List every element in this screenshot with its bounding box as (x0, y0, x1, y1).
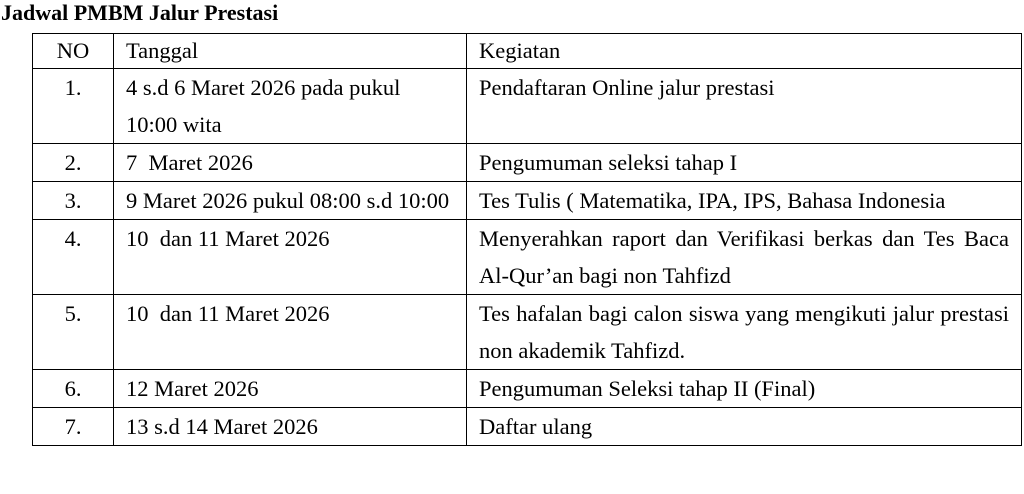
row-activity: Pengumuman Seleksi tahap II (Final) (467, 370, 1022, 408)
row-date-text: 7 Maret 2026 (126, 150, 253, 175)
table-body (33, 69, 1022, 446)
table-row (33, 220, 1022, 295)
table-header (33, 34, 1022, 69)
row-number: 1. (33, 69, 114, 144)
row-date: 13 s.d 14 Maret 2026 (114, 408, 467, 446)
table-row (33, 144, 1022, 182)
row-activity: Pengumuman seleksi tahap I (467, 144, 1022, 182)
header-row (33, 34, 1022, 69)
row-activity: Menyerahkan raport dan Verifikasi berkas dan Tes Baca Al-Qur’an bagi non Tahfizd (467, 220, 1022, 295)
row-date (114, 295, 467, 370)
row-number: 3. (33, 182, 114, 220)
table-row (33, 69, 1022, 144)
row-number: 7. (33, 408, 114, 446)
row-activity: Daftar ulang (467, 408, 1022, 446)
row-date: 4 s.d 6 Maret 2026 pada pukul 10:00 wita (114, 69, 467, 144)
row-date (114, 220, 467, 295)
row-number: 4. (33, 220, 114, 295)
table-row (33, 295, 1022, 370)
header-date: Tanggal (114, 34, 467, 69)
row-date-text: 10 dan 11 Maret 2026 (126, 226, 330, 251)
row-number: 6. (33, 370, 114, 408)
row-date: 9 Maret 2026 pukul 08:00 s.d 10:00 (114, 182, 467, 220)
row-activity: Tes hafalan bagi calon siswa yang mengikuti jalur prestasi non akademik Tahfizd. (467, 295, 1022, 370)
row-date: 12 Maret 2026 (114, 370, 467, 408)
row-activity: Tes Tulis ( Matematika, IPA, IPS, Bahasa Indonesia (467, 182, 1022, 220)
row-number: 5. (33, 295, 114, 370)
table-row (33, 182, 1022, 220)
row-date (114, 144, 467, 182)
header-activity: Kegiatan (467, 34, 1022, 69)
row-activity: Pendaftaran Online jalur prestasi (467, 69, 1022, 144)
table-row (33, 370, 1022, 408)
document-title: Jadwal PMBM Jalur Prestasi (1, 0, 279, 25)
header-no: NO (33, 34, 114, 69)
row-date-text: 10 dan 11 Maret 2026 (126, 301, 330, 326)
schedule-table (32, 33, 1022, 446)
table-row (33, 408, 1022, 446)
row-number: 2. (33, 144, 114, 182)
